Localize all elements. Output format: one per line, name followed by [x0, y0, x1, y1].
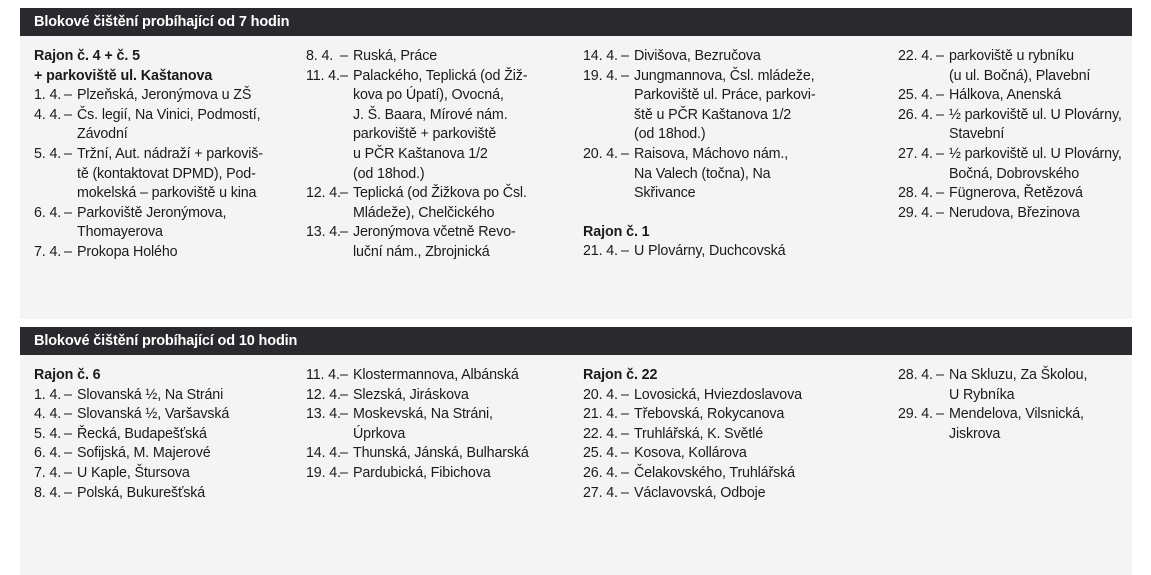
schedule-entry — [583, 464, 853, 484]
entry-streets — [353, 366, 573, 386]
entry-line: Skřivance — [634, 185, 696, 202]
schedule-entry — [898, 86, 1122, 106]
entry-dash: – — [64, 445, 72, 462]
section-header-bar — [20, 327, 1132, 355]
entry-dash: – — [936, 87, 944, 104]
entry-dash: – — [340, 445, 348, 462]
entry-line: Parkoviště Jeronýmova, — [77, 204, 227, 221]
entry-dash: – — [621, 145, 629, 162]
entry-streets — [77, 484, 293, 504]
schedule-entry — [34, 405, 293, 425]
schedule-entry — [898, 145, 1122, 184]
entry-dash: – — [340, 67, 348, 84]
entry-date: 27. 4. — [583, 484, 618, 501]
entry-streets — [353, 184, 573, 223]
entry-line: Slovanská ½, Na Stráni — [77, 386, 224, 403]
schedule-section — [20, 8, 1132, 319]
entry-dash: – — [64, 243, 72, 260]
schedule-entry — [306, 67, 573, 185]
entry-date: 1. 4. — [34, 386, 62, 403]
entry-line: Na Valech (točna), Na — [634, 165, 771, 182]
entry-streets — [634, 405, 853, 425]
entry-line: U Kaple, Štursova — [77, 464, 190, 481]
entry-line: Lovosická, Hviezdoslavova — [634, 386, 802, 403]
entry-line: tě (kontaktovat DPMD), Pod- — [77, 165, 256, 182]
schedule-entry — [34, 204, 293, 243]
entry-line: Tržní, Aut. nádraží + parkoviš- — [77, 145, 263, 162]
entry-line: Sofijská, M. Majerové — [77, 445, 211, 462]
section-body — [20, 355, 1132, 575]
schedule-entry — [34, 425, 293, 445]
entry-line: ½ parkoviště ul. U Plovárny, — [949, 145, 1122, 162]
entry-dash: – — [621, 445, 629, 462]
entry-line: Čs. legií, Na Vinici, Podmostí, — [77, 106, 261, 123]
schedule-column — [20, 47, 303, 311]
schedule-entry — [898, 106, 1122, 145]
entry-line: Hálkova, Anenská — [949, 87, 1062, 104]
entry-date: 27. 4. — [898, 145, 933, 162]
entry-streets — [77, 386, 293, 406]
entry-line: Plzeňská, Jeronýmova u ZŠ — [77, 87, 252, 104]
entry-streets — [949, 47, 1122, 86]
entry-date: 11. 4. — [306, 367, 340, 383]
schedule-entry — [34, 243, 293, 263]
entry-line: Ruská, Práce — [353, 48, 438, 64]
entry-streets — [353, 444, 573, 464]
entry-dash: – — [621, 484, 629, 501]
entry-line: Třebovská, Rokycanova — [634, 406, 785, 423]
schedule-entry — [34, 106, 293, 145]
schedule-entry — [583, 67, 853, 145]
entry-line: Čelakovského, Truhlářská — [634, 464, 795, 481]
schedule-entry — [306, 47, 573, 67]
entry-dash: – — [340, 464, 348, 481]
entry-line: Jungmannova, Čsl. mládeže, — [634, 67, 815, 84]
entry-dash: – — [621, 48, 629, 64]
entry-streets — [634, 386, 853, 406]
entry-dash: – — [340, 386, 348, 403]
entry-streets — [634, 444, 853, 464]
schedule-entry — [306, 464, 573, 484]
schedule-entry — [34, 484, 293, 504]
entry-date: 1. 4. — [34, 87, 62, 104]
entry-line: U Rybníka — [949, 386, 1015, 403]
entry-dash: – — [621, 425, 629, 442]
entry-line: Thunská, Jánská, Bulharská — [353, 445, 529, 462]
entry-streets — [634, 47, 853, 67]
entry-line: Bočná, Dobrovského — [949, 165, 1080, 182]
entry-line: (od 18hod.) — [634, 126, 706, 143]
section-title: Blokové čištění probíhající od 7 hodin — [34, 13, 290, 30]
entry-streets — [634, 145, 853, 204]
entry-streets — [949, 86, 1122, 106]
entry-line: Fügnerova, Řetězová — [949, 185, 1083, 202]
section-header-bar — [20, 8, 1132, 36]
entry-line: Václavovská, Odboje — [634, 484, 766, 501]
entry-line: U Plovárny, Duchcovská — [634, 243, 786, 260]
entry-dash: – — [340, 367, 348, 383]
entry-dash: – — [64, 484, 72, 501]
entry-streets — [77, 204, 293, 243]
entry-streets — [353, 464, 573, 484]
entry-date: 19. 4. — [583, 67, 618, 84]
entry-date: 14. 4. — [306, 445, 341, 462]
entry-streets — [634, 464, 853, 484]
entry-date: 12. 4. — [306, 386, 341, 403]
entry-line: parkoviště + parkoviště — [353, 126, 497, 143]
entry-dash: – — [936, 106, 944, 123]
entry-line: luční nám., Zbrojnická — [353, 243, 490, 260]
entry-line: (u ul. Bočná), Plavební — [949, 67, 1091, 84]
entry-dash: – — [621, 464, 629, 481]
entry-line: Palackého, Teplická (od Žiž- — [353, 67, 528, 84]
entry-line: Parkoviště ul. Práce, parkovi- — [634, 87, 816, 104]
entry-line: Prokopa Holého — [77, 243, 178, 260]
schedule-column — [583, 47, 863, 311]
schedule-column — [583, 366, 863, 567]
entry-line: mokelská – parkoviště u kina — [77, 185, 257, 202]
entry-date: 22. 4. — [583, 425, 618, 442]
entry-date: 12. 4. — [306, 185, 341, 202]
entry-streets — [77, 464, 293, 484]
schedule-entry — [583, 47, 853, 67]
rajon-heading: Rajon č. 22 — [583, 367, 658, 383]
entry-streets — [77, 405, 293, 425]
entry-date: 6. 4. — [34, 204, 62, 221]
entry-dash: – — [936, 48, 944, 64]
entry-streets — [353, 386, 573, 406]
entry-line: Závodní — [77, 126, 128, 143]
entry-dash: – — [621, 406, 629, 423]
entry-line: (od 18hod.) — [353, 165, 425, 182]
schedule-column — [303, 47, 583, 311]
entry-date: 14. 4. — [583, 48, 618, 64]
schedule-entry — [898, 204, 1122, 224]
entry-dash: – — [936, 204, 944, 221]
entry-streets — [634, 242, 853, 262]
schedule-entry — [583, 386, 853, 406]
entry-line: kova po Úpatí), Ovocná, — [353, 87, 504, 104]
entry-date: 20. 4. — [583, 145, 618, 162]
schedule-section — [20, 327, 1132, 575]
schedule-entry — [898, 47, 1122, 86]
entry-streets — [634, 484, 853, 504]
entry-line: Truhlářská, K. Světlé — [634, 425, 764, 442]
entry-dash: – — [64, 145, 72, 162]
entry-streets — [949, 204, 1122, 224]
entry-date: 7. 4. — [34, 464, 62, 481]
entry-date: 29. 4. — [898, 204, 933, 221]
entry-line: Úprkova — [353, 425, 406, 442]
entry-date: 28. 4. — [898, 367, 933, 383]
entry-line: Klostermannova, Albánská — [353, 367, 519, 383]
entry-date: 29. 4. — [898, 406, 933, 423]
entry-line: Jeronýmova včetně Revo- — [353, 224, 516, 241]
entry-line: Mládeže), Chelčického — [353, 204, 495, 221]
entry-line: Thomayerova — [77, 224, 163, 241]
schedule-entry — [306, 386, 573, 406]
entry-line: u PČR Kaštanova 1/2 — [353, 145, 488, 162]
section-body — [20, 36, 1132, 319]
entry-date: 4. 4. — [34, 406, 62, 423]
entry-streets — [949, 184, 1122, 204]
entry-date: 8. 4. — [306, 48, 334, 64]
entry-line: Moskevská, Na Stráni, — [353, 406, 493, 423]
schedule-entry — [34, 386, 293, 406]
schedule-entry — [898, 405, 1122, 444]
entry-streets — [77, 106, 293, 145]
entry-streets — [353, 223, 573, 262]
schedule-entry — [583, 405, 853, 425]
schedule-entry — [898, 366, 1122, 405]
rajon-heading: Rajon č. 1 — [583, 223, 650, 240]
entry-streets — [949, 405, 1122, 444]
entry-line: Teplická (od Žižkova po Čsl. — [353, 185, 527, 202]
schedule-entry — [34, 145, 293, 204]
entry-date: 20. 4. — [583, 386, 618, 403]
entry-dash: – — [340, 224, 348, 241]
entry-date: 19. 4. — [306, 464, 341, 481]
entry-dash: – — [64, 87, 72, 104]
entry-streets — [949, 366, 1122, 405]
entry-streets — [77, 444, 293, 464]
entry-line: Jiskrova — [949, 425, 1001, 442]
entry-date: 7. 4. — [34, 243, 62, 260]
entry-streets — [634, 425, 853, 445]
entry-streets — [353, 405, 573, 444]
entry-line: Slezská, Jiráskova — [353, 386, 469, 403]
entry-dash: – — [64, 386, 72, 403]
schedule-entry — [34, 444, 293, 464]
entry-streets — [77, 243, 293, 263]
entry-dash: – — [340, 185, 348, 202]
entry-streets — [77, 86, 293, 106]
schedule-entry — [34, 86, 293, 106]
schedule-entry — [583, 484, 853, 504]
entry-line: Nerudova, Březinova — [949, 204, 1080, 221]
entry-date: 5. 4. — [34, 145, 62, 162]
entry-date: 25. 4. — [583, 445, 618, 462]
entry-line: Na Skluzu, Za Školou, — [949, 367, 1088, 383]
schedule-entry — [34, 464, 293, 484]
entry-streets — [353, 47, 573, 67]
entry-date: 21. 4. — [583, 243, 618, 260]
schedule-entry — [583, 242, 853, 262]
schedule-entry — [898, 184, 1122, 204]
schedule-column — [303, 366, 583, 567]
entry-line: Polská, Bukurešťská — [77, 484, 206, 501]
entry-date: 8. 4. — [34, 484, 62, 501]
entry-line: Pardubická, Fibichova — [353, 464, 491, 481]
entry-dash: – — [936, 185, 944, 202]
entry-dash: – — [621, 67, 629, 84]
entry-line: Slovanská ½, Varšavská — [77, 406, 230, 423]
entry-dash: – — [621, 243, 629, 260]
entry-date: 6. 4. — [34, 445, 62, 462]
entry-dash: – — [340, 48, 348, 64]
entry-line: ½ parkoviště ul. U Plovárny, — [949, 106, 1122, 123]
entry-line: Mendelova, Vilsnická, — [949, 406, 1084, 423]
entry-line: Stavební — [949, 126, 1005, 143]
entry-date: 5. 4. — [34, 425, 62, 442]
schedule-entry — [306, 444, 573, 464]
schedule-column — [863, 47, 1132, 311]
entry-dash: – — [621, 386, 629, 403]
entry-date: 26. 4. — [583, 464, 618, 481]
entry-streets — [634, 67, 853, 145]
entry-line: Řecká, Budapešťská — [77, 425, 207, 442]
schedule-entry — [583, 145, 853, 204]
entry-date: 25. 4. — [898, 87, 933, 104]
entry-dash: – — [936, 367, 944, 383]
entry-dash: – — [340, 406, 348, 423]
entry-dash: – — [936, 406, 944, 423]
entry-streets — [77, 145, 293, 204]
entry-streets — [77, 425, 293, 445]
entry-streets — [949, 106, 1122, 145]
entry-dash: – — [64, 204, 72, 221]
schedule-entry — [306, 405, 573, 444]
entry-date: 11. 4. — [306, 67, 340, 84]
entry-dash: – — [64, 425, 72, 442]
entry-date: 26. 4. — [898, 106, 933, 123]
schedule-entry — [583, 444, 853, 464]
entry-line: Divišova, Bezručova — [634, 48, 761, 64]
entry-dash: – — [64, 106, 72, 123]
rajon-heading: + parkoviště ul. Kaštanova — [34, 67, 213, 84]
entry-dash: – — [936, 145, 944, 162]
entry-date: 13. 4. — [306, 224, 341, 241]
entry-line: Kosova, Kollárova — [634, 445, 747, 462]
rajon-heading: Rajon č. 6 — [34, 367, 101, 383]
entry-date: 4. 4. — [34, 106, 62, 123]
entry-date: 13. 4. — [306, 406, 341, 423]
schedule-column — [20, 366, 303, 567]
schedule-entry — [306, 184, 573, 223]
entry-date: 21. 4. — [583, 406, 618, 423]
section-title: Blokové čištění probíhající od 10 hodin — [34, 332, 298, 349]
entry-dash: – — [64, 464, 72, 481]
schedule-entry — [583, 425, 853, 445]
entry-streets — [353, 67, 573, 185]
schedule-entry — [306, 366, 573, 386]
entry-date: 22. 4. — [898, 48, 933, 64]
entry-line: J. Š. Baara, Mírové nám. — [353, 106, 508, 123]
schedule-column — [863, 366, 1132, 567]
entry-date: 28. 4. — [898, 185, 933, 202]
schedule-entry — [306, 223, 573, 262]
entry-streets — [949, 145, 1122, 184]
entry-line: parkoviště u rybníku — [949, 48, 1074, 64]
rajon-heading: Rajon č. 4 + č. 5 — [34, 48, 140, 64]
entry-line: Raisova, Máchovo nám., — [634, 145, 789, 162]
entry-line: ště u PČR Kaštanova 1/2 — [634, 106, 792, 123]
entry-dash: – — [64, 406, 72, 423]
